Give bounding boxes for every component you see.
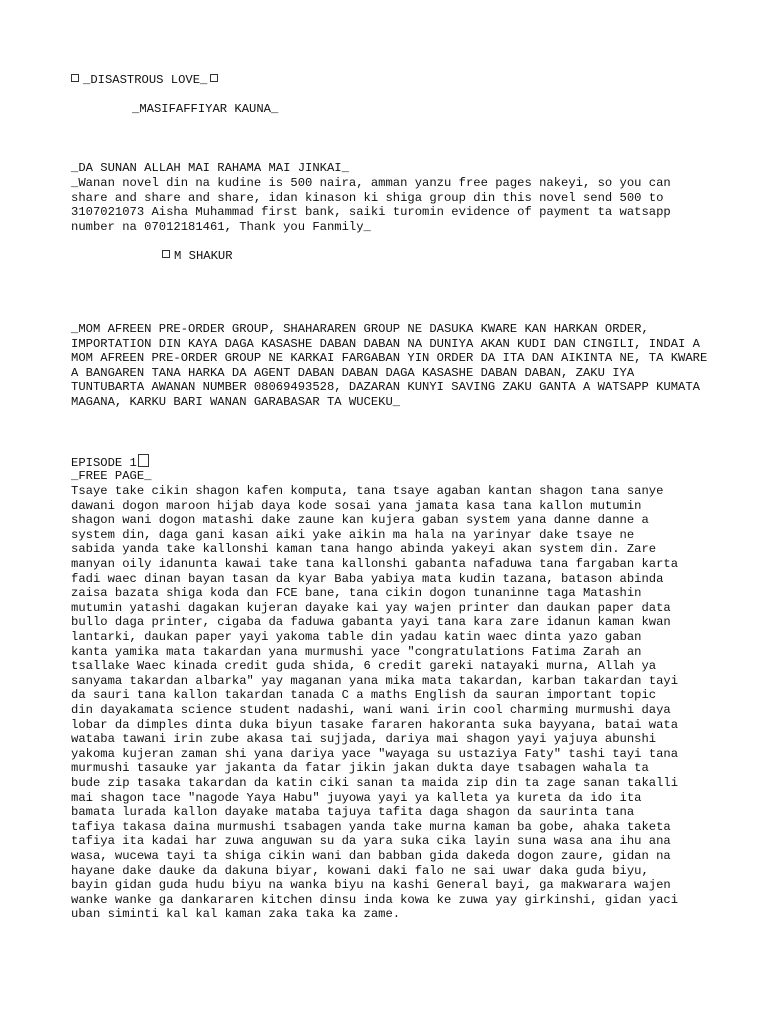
story-line: tsallake Waec kinada credit guda shida, 6 credit gareki natayaki murna, Allah ya [71,659,657,674]
story-line: shagon wani dogon matashi dake zaune kan kujera gaban system yana danne danne a [71,513,649,528]
author-line [162,249,233,264]
story-line: bayin gidan guda hudu biyu na wanka biyu na kashi General bayi, ga makwarara wajen [71,878,671,893]
free-page-label: _FREE PAGE_ [71,469,152,483]
bullet-glyph-icon [71,74,79,82]
bullet-glyph-icon [162,250,170,258]
story-line: murmushi tasauke yar jakanta da fatar jikin jakan dukta daye tsabagen wahala ta [71,761,649,776]
announcement-paragraph: _Wanan novel din na kudine is 500 naira, amman yanzu free pages nakeyi, so you can share and share and share, idan kinason ki shiga group din this novel send 500 to 3107021073 Aisha Muhammad first bank, saiki turomin evidence of payment ta watsapp number na 07012181461, Thank you Fanmily_ [71,176,679,234]
keycap-glyph-icon [138,454,149,467]
story-line: tafiya ita kadai har zuwa anguwan su da yara suka cika layin suna wasa ana ihu ana [71,834,671,849]
story-line: manyan oily idanunta kawai take tana kallonshi gabanta nafaduwa tana fargaban karta [71,557,679,571]
story-line: din dayakamata science student nadashi, wani wani irin cool charming murmushi daya [71,703,671,717]
story-line: wataba tawani irin zube akasa tai sujjada, dariya mai shagon yayi yajuya abunshi [71,732,657,747]
title-text: _DISASTROUS LOVE_ [83,73,208,87]
story-line: yakoma kujeran zaman shi yana dariya yace "wayaga su ustaziya Faty" tashi tayi tana [71,746,679,761]
story-line: tafiya takasa daina murmushi tsabagen yanda take murna kaman ba gobe, ahaka taketa [71,819,671,834]
story-line: wanke wanke ga dankararen kitchen dinsu inda kowa ke zuwa yay girkinshi, gidan yaci [71,892,679,907]
story-line: Tsaye take cikin shagon kafen komputa, tana tsaye agaban kantan shagon tana sanye [71,484,664,498]
story-line: lantarki, daukan paper yayi yakoma table din yadau katin waec dinta yazo gaban [71,630,642,644]
story-line: zaisa bazata shiga koda dan FCE bane, tana cikin dogon tunaninne taga Matashin [71,586,642,601]
group-notice-paragraph: _MOM AFREEN PRE-ORDER GROUP, SHAHARAREN GROUP NE DASUKA KWARE KAN HARKAN ORDER, IMPORTATION DIN KAYA DAGA KASASHE DABAN DABAN NA DUNIYA AKAN KUDI DAN CINGILI, INDAI A MOM AFREEN PRE-ORDER GROUP NE KARKAI FARGABAN YIN ORDER DA ITA DAN AIKINTA NE, TA KWARE A BANGAREN TANA HARKA DA AGENT DABAN DABAN DAGA KASASHE DABAN DABAN, ZAKU IYA TUNTUBARTA AWANAN NUMBER 08069493528, DAZARAN KUNYI SAVING ZAKU GANTA A WATSAPP KUMATA MAGANA, KARKU BARI WANAN GARABASAR TA WUCEKU_ [71,322,715,409]
story-line: dawani dogon maroon hijab daya kode sosai yana jamata kasa tana kallon mutumin [71,498,642,513]
story-line: mutumin yatashi dagakan kujeran dayake kai yay wajen printer dan daukan paper data [71,600,671,615]
episode-label: EPISODE 1 [71,456,137,470]
story-line: kanta yamika mata takardan yana murmushi yace "congratulations Fatima Zarah an [71,644,642,659]
story-line: sanyama takardan albarka" yay maganan yana mika mata takardan, karban takardan tayi [71,673,679,688]
document-title [71,73,218,88]
opening-line: _DA SUNAN ALLAH MAI RAHAMA MAI JINKAI_ [71,161,349,175]
document-subtitle: _MASIFAFFIYAR KAUNA_ [132,102,279,116]
story-line: mai shagon tace "nagode Yaya Habu" juyowa yayi ya kalleta ya kureta da ido ita [71,790,642,805]
story-line: bamata lurada kallon dayake mataba tajuya tafita daga shagon da saurinta tana [71,805,635,820]
story-line: bude zip tasaka takardan da katin ciki sanan ta maida zip din ta zage sanan takalli [71,776,679,790]
story-line: da sauri tana kallon takardan tanada C a maths English da sauran important topic [71,688,657,703]
author-name: M SHAKUR [174,249,233,263]
story-line: hayane dake dauke da dakuna biyar, kowani daki falo ne sai uwar daka guda biyu, [71,863,649,878]
story-line: sabida yanda take kallonshi kaman tana hango abinda yakeyi akan system din. Zare [71,542,657,557]
story-line: uban siminti kal kal kaman zaka taka ka zame. [71,907,401,922]
story-line: fadi waec dinan bayan tasan da kyar Baba yabiya mata kudin tazana, batason abinda [71,571,664,586]
bullet-glyph-icon [210,74,218,82]
story-line: bullo daga printer, cigaba da faduwa gabanta yayi tana kara zare idanun kaman kwan [71,615,671,630]
story-line: wasa, wucewa tayi ta shiga cikin wani dan babban gida dakeda dogon zaure, gidan na [71,849,671,863]
story-line: system din, daga gani kasan aiki yake aikin ma hala na yarinyar dake tsaye ne [71,527,635,542]
story-line: lobar da dimples dinta duka biyun tasake fararen hakoranta suka bayyana, batai wata [71,717,679,732]
